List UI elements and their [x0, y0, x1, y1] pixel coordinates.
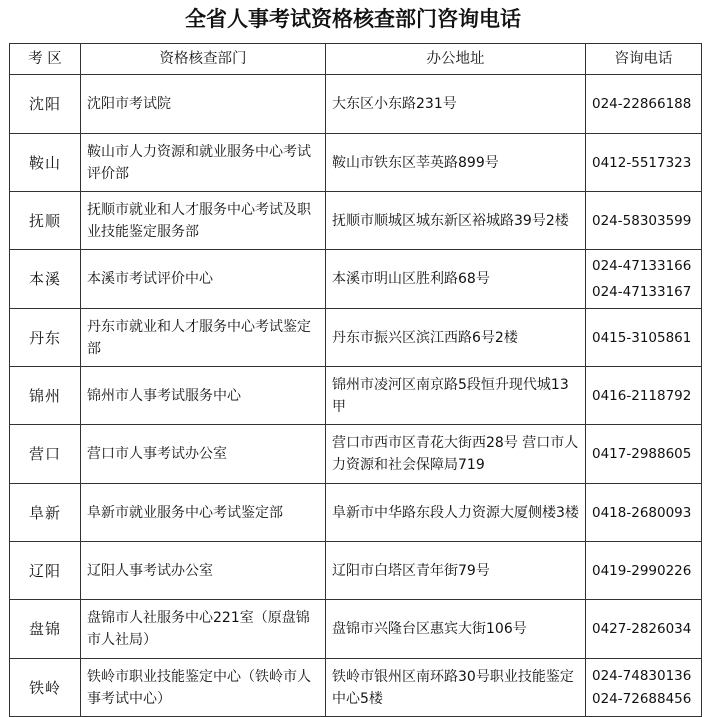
- header-phone: 咨询电话: [586, 44, 702, 75]
- region-cell: 抚顺: [10, 192, 81, 250]
- table-row: [10, 600, 702, 659]
- department-cell: 本溪市考试评价中心: [81, 250, 326, 309]
- address-cell: 本溪市明山区胜利路68号: [326, 250, 586, 309]
- address-cell: 抚顺市顺城区城东新区裕城路39号2楼: [326, 192, 586, 250]
- address-cell: 盘锦市兴隆台区惠宾大街106号: [326, 600, 586, 659]
- header-region: 考 区: [10, 44, 81, 75]
- phone-number: 0415-3105861: [592, 329, 692, 346]
- department-cell: 锦州市人事考试服务中心: [81, 367, 326, 425]
- address-cell: 阜新市中华路东段人力资源大厦侧楼3楼: [326, 484, 586, 542]
- phone-cell: [586, 192, 702, 250]
- table-row: [10, 659, 702, 717]
- table-row: [10, 425, 702, 484]
- department-cell: 辽阳人事考试办公室: [81, 542, 326, 600]
- address-cell: 鞍山市铁东区莘英路899号: [326, 134, 586, 192]
- department-cell: 铁岭市职业技能鉴定中心（铁岭市人事考试中心）: [81, 659, 326, 717]
- region-cell: 阜新: [10, 484, 81, 542]
- phone-number: 0416-2118792: [592, 387, 692, 404]
- table-row: [10, 484, 702, 542]
- phone-number: 024-74830136: [592, 667, 692, 684]
- table-row: [10, 192, 702, 250]
- header-address: 办公地址: [326, 44, 586, 75]
- table-row: [10, 250, 702, 309]
- table-row: [10, 134, 702, 192]
- department-cell: 抚顺市就业和人才服务中心考试及职业技能鉴定服务部: [81, 192, 326, 250]
- phone-number: 0427-2826034: [592, 621, 692, 637]
- address-cell: 辽阳市白塔区青年街79号: [326, 542, 586, 600]
- phone-cell: [586, 484, 702, 542]
- phone-number: 024-47133167: [592, 284, 692, 300]
- department-cell: 丹东市就业和人才服务中心考试鉴定部: [81, 309, 326, 367]
- phone-cell: [586, 75, 702, 134]
- region-cell: 本溪: [10, 250, 81, 309]
- address-cell: 营口市西市区青花大街西28号 营口市人力资源和社会保障局719: [326, 425, 586, 484]
- department-cell: 营口市人事考试办公室: [81, 425, 326, 484]
- phone-number: 0417-2988605: [592, 446, 692, 462]
- phone-number: 0418-2680093: [592, 504, 692, 521]
- region-cell: 铁岭: [10, 659, 81, 717]
- address-cell: 铁岭市银州区南环路30号职业技能鉴定中心5楼: [326, 659, 586, 717]
- phone-number: 024-47133166: [592, 258, 692, 274]
- region-cell: 营口: [10, 425, 81, 484]
- department-cell: 盘锦市人社服务中心221室（原盘锦市人社局）: [81, 600, 326, 659]
- page-title: 全省人事考试资格核查部门咨询电话: [185, 7, 521, 31]
- table-row: [10, 542, 702, 600]
- phone-number: 024-72688456: [592, 690, 692, 707]
- address-cell: 丹东市振兴区滨江西路6号2楼: [326, 309, 586, 367]
- region-cell: 鞍山: [10, 134, 81, 192]
- department-cell: 阜新市就业服务中心考试鉴定部: [81, 484, 326, 542]
- phone-cell: [586, 250, 702, 309]
- phone-cell: [586, 134, 702, 192]
- phone-cell: [586, 542, 702, 600]
- region-cell: 锦州: [10, 367, 81, 425]
- phone-cell: [586, 659, 702, 717]
- department-cell: 鞍山市人力资源和就业服务中心考试评价部: [81, 134, 326, 192]
- region-cell: 盘锦: [10, 600, 81, 659]
- table-header-row: [10, 44, 702, 75]
- table-row: [10, 309, 702, 367]
- phone-number: 0419-2990226: [592, 562, 692, 579]
- phone-cell: [586, 425, 702, 484]
- phone-cell: [586, 309, 702, 367]
- region-cell: 辽阳: [10, 542, 81, 600]
- phone-number: 024-22866188: [592, 96, 692, 112]
- header-department: 资格核查部门: [81, 44, 326, 75]
- region-cell: 沈阳: [10, 75, 81, 134]
- address-cell: 大东区小东路231号: [326, 75, 586, 134]
- department-cell: 沈阳市考试院: [81, 75, 326, 134]
- phone-number: 024-58303599: [592, 212, 692, 229]
- address-cell: 锦州市凌河区南京路5段恒升现代城13甲: [326, 367, 586, 425]
- table-row: [10, 367, 702, 425]
- region-cell: 丹东: [10, 309, 81, 367]
- phone-cell: [586, 600, 702, 659]
- table-row: [10, 75, 702, 134]
- phone-cell: [586, 367, 702, 425]
- contact-table: [9, 43, 702, 717]
- phone-number: 0412-5517323: [592, 154, 692, 171]
